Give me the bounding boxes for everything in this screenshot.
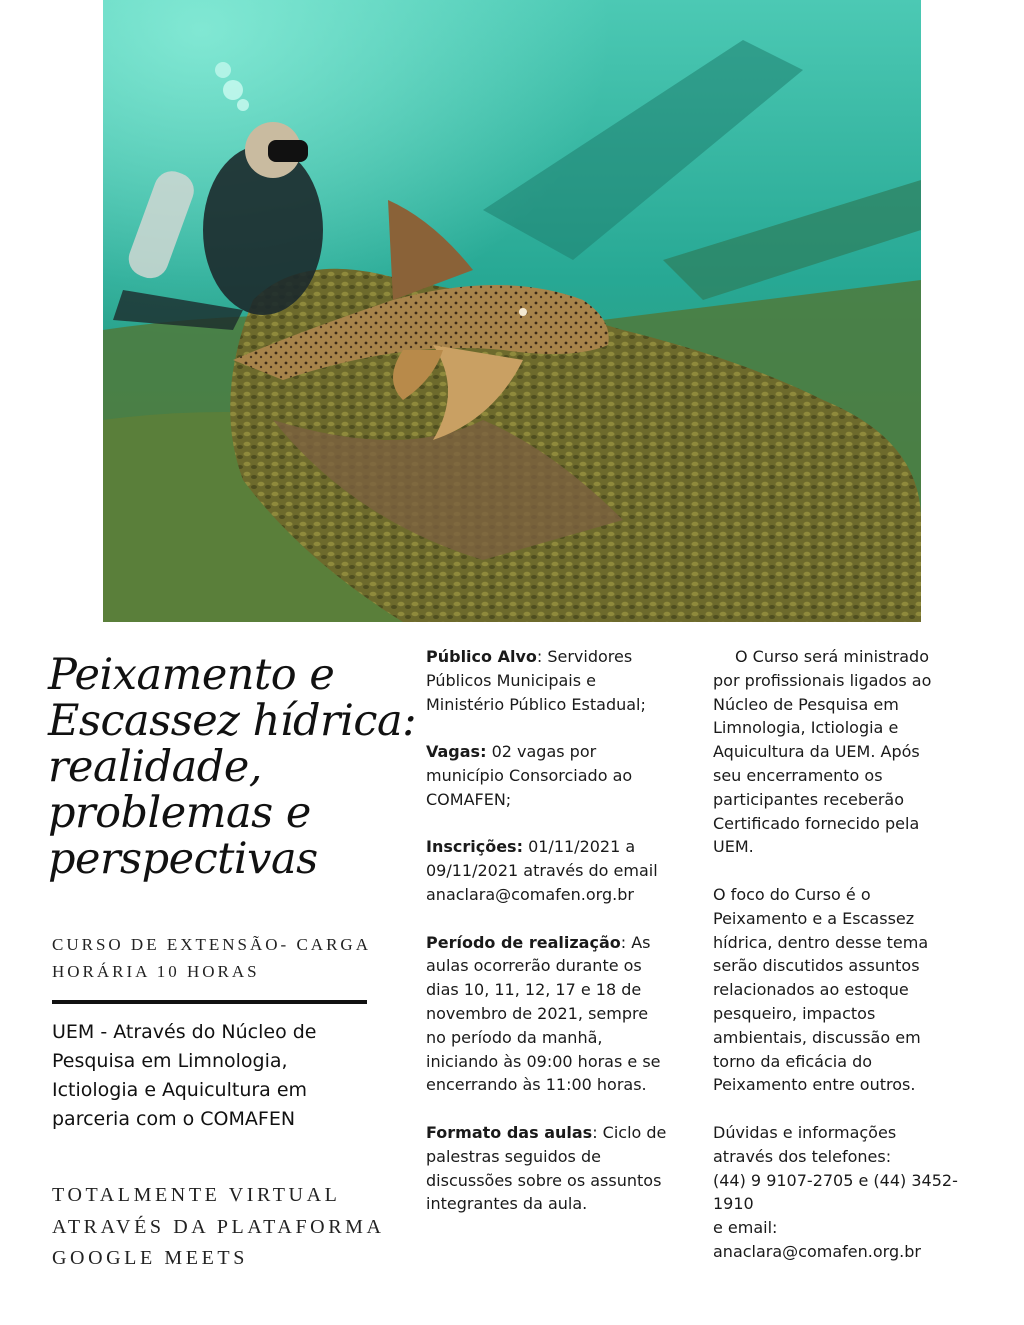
periodo-text: aulas ocorrerão durante os xyxy=(426,956,642,976)
details-column xyxy=(426,645,684,1240)
title-line: Peixamento e xyxy=(48,650,335,700)
formato xyxy=(426,1121,684,1216)
formato-text: palestras seguidos de xyxy=(426,1146,601,1166)
title-line: problemas e xyxy=(48,788,311,838)
periodo-text: iniciando às 09:00 horas e se xyxy=(426,1051,661,1071)
focus-text: pesqueiro, impactos xyxy=(713,1003,876,1023)
periodo-text: encerrando às 11:00 horas. xyxy=(426,1075,647,1095)
vagas xyxy=(426,740,684,811)
inscricoes-email: anaclara@comafen.org.br xyxy=(426,884,634,904)
focus-text: Peixamento entre outros. xyxy=(713,1075,916,1095)
inscricoes-text: 09/11/2021 através do email xyxy=(426,861,658,881)
inscricoes-text: 01/11/2021 a xyxy=(522,837,636,857)
periodo-text: novembro de 2021, sempre xyxy=(426,1003,649,1023)
contact-info xyxy=(713,1121,963,1264)
org-line: Ictiologia e Aquicultura em xyxy=(52,1079,308,1101)
periodo-label: Período de realização xyxy=(426,932,621,952)
about-intro xyxy=(713,645,963,859)
intro-text: Limnologia, Ictiologia e xyxy=(713,718,899,738)
formato-label: Formato das aulas xyxy=(426,1122,593,1142)
virtual-line: GOOGLE MEETS xyxy=(52,1247,248,1269)
focus-text: hídrica, dentro desse tema xyxy=(713,932,929,952)
course-title xyxy=(48,652,418,882)
focus-text: Peixamento e a Escassez xyxy=(713,908,915,928)
virtual-format xyxy=(52,1180,412,1275)
periodo-text: : As xyxy=(620,932,651,952)
inscricoes-label: Inscrições: xyxy=(426,837,523,857)
about-column xyxy=(713,645,963,1288)
course-subtitle xyxy=(52,931,382,985)
subtitle-line: CURSO DE EXTENSÃO- CARGA xyxy=(52,935,371,954)
focus-text: relacionados ao estoque xyxy=(713,980,909,1000)
divider xyxy=(52,1000,367,1004)
vagas-label: Vagas: xyxy=(426,742,487,762)
subtitle-line: HORÁRIA 10 HORAS xyxy=(52,962,260,981)
focus-text: O foco do Curso é o xyxy=(713,884,871,904)
title-line: perspectivas xyxy=(48,834,318,884)
organizer-text xyxy=(52,1018,382,1134)
title-line: Escassez hídrica: xyxy=(48,696,417,746)
vagas-text: 02 vagas por xyxy=(486,742,597,762)
intro-text: por profissionais ligados ao xyxy=(713,670,932,690)
intro-text: Aquicultura da UEM. Após xyxy=(713,742,920,762)
focus-text: serão discutidos assuntos xyxy=(713,956,920,976)
formato-text: : Ciclo de xyxy=(592,1122,667,1142)
focus-text: torno da eficácia do xyxy=(713,1051,873,1071)
publico-text: Ministério Público Estadual; xyxy=(426,694,646,714)
contact-phone: 1910 xyxy=(713,1194,754,1214)
underwater-photo xyxy=(103,0,921,622)
intro-text: Certificado fornecido pela xyxy=(713,813,920,833)
periodo-text: no período da manhã, xyxy=(426,1027,603,1047)
contact-email: anaclara@comafen.org.br xyxy=(713,1241,921,1261)
org-line: parceria com o COMAFEN xyxy=(52,1108,296,1130)
org-line: UEM - Através do Núcleo de xyxy=(52,1021,317,1043)
virtual-line: ATRAVÉS DA PLATAFORMA xyxy=(52,1215,385,1238)
title-line: realidade, xyxy=(48,742,262,792)
virtual-line: TOTALMENTE VIRTUAL xyxy=(52,1184,341,1206)
formato-text: discussões sobre os assuntos xyxy=(426,1170,662,1190)
focus-text: ambientais, discussão em xyxy=(713,1027,921,1047)
contact-phone: (44) 9 9107-2705 e (44) 3452- xyxy=(713,1170,958,1190)
underwater-catfish-diver-icon xyxy=(103,0,921,622)
org-line: Pesquisa em Limnologia, xyxy=(52,1050,288,1072)
publico-text: : Servidores xyxy=(536,647,633,666)
about-focus xyxy=(713,883,963,1097)
contact-text: através dos telefones: xyxy=(713,1146,892,1166)
publico-label: Público Alvo xyxy=(426,647,537,666)
intro-text: O Curso será ministrado xyxy=(735,647,929,666)
intro-text: participantes receberão xyxy=(713,789,905,809)
vagas-text: município Consorciado ao xyxy=(426,765,633,785)
intro-text: UEM. xyxy=(713,837,754,857)
publico-text: Públicos Municipais e xyxy=(426,670,597,690)
vagas-text: COMAFEN; xyxy=(426,789,512,809)
formato-text: integrantes da aula. xyxy=(426,1194,588,1214)
intro-text: seu encerramento os xyxy=(713,765,883,785)
contact-text: e email: xyxy=(713,1218,778,1238)
periodo-text: dias 10, 11, 12, 17 e 18 de xyxy=(426,980,642,1000)
publico-alvo xyxy=(426,645,684,716)
periodo xyxy=(426,931,684,1098)
intro-text: Núcleo de Pesquisa em xyxy=(713,694,899,714)
inscricoes xyxy=(426,835,684,906)
contact-text: Dúvidas e informações xyxy=(713,1122,897,1142)
